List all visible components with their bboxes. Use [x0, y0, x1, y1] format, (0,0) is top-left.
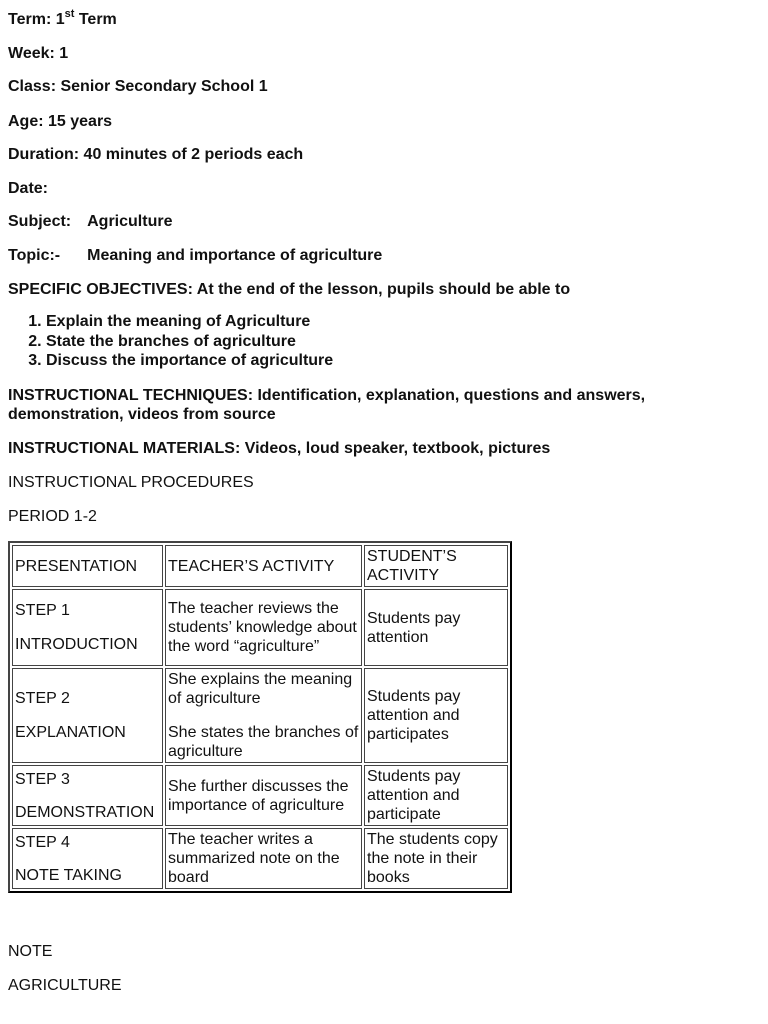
objective-item: 3. Discuss the importance of agriculture [46, 351, 333, 371]
table-row [12, 589, 508, 666]
objective-item: 2. State the branches of agriculture [46, 332, 333, 352]
step-number: STEP 1 [15, 602, 70, 619]
step-stage: NOTE TAKING [15, 866, 122, 884]
header-student-activity: STUDENT’S ACTIVITY [364, 545, 508, 587]
teacher-activity-text: She states the branches of agriculture [168, 724, 359, 760]
step-number: STEP 2 [15, 690, 70, 707]
term-line [8, 10, 117, 30]
topic-line [8, 246, 382, 266]
step-stage: DEMONSTRATION [15, 803, 155, 821]
objectives-heading: SPECIFIC OBJECTIVES: At the end of the lesson, pupils should be able to [8, 281, 571, 298]
step-cell [12, 668, 163, 763]
table-header-row [12, 545, 508, 587]
note-topic: AGRICULTURE [8, 977, 122, 994]
term-superscript: st [64, 8, 75, 20]
teacher-activity-cell [165, 828, 362, 889]
student-activity-cell: Students pay attention [364, 589, 508, 666]
teacher-activity-cell [165, 589, 362, 666]
step-stage: EXPLANATION [15, 724, 126, 741]
subject-value: Agriculture [87, 213, 173, 230]
subject-line [8, 212, 172, 232]
step-cell [12, 828, 163, 889]
step-number: STEP 4 [15, 833, 70, 851]
instructional-techniques: INSTRUCTIONAL TECHNIQUES: Identification, explanation, questions and answers, demonstration, videos from source [8, 387, 646, 423]
teacher-activity-text: The teacher reviews the students’ knowledge about the word “agriculture” [168, 600, 357, 655]
duration-line: Duration: 40 minutes of 2 periods each [8, 146, 304, 163]
teacher-activity-text: She further discusses the importance of agriculture [168, 777, 349, 814]
procedures-table [8, 541, 512, 893]
table-row [12, 668, 508, 763]
objective-item: 1. Explain the meaning of Agriculture [46, 312, 333, 332]
table-row [12, 765, 508, 826]
header-presentation: PRESENTATION [12, 545, 163, 587]
subject-label: Subject: [8, 213, 72, 230]
date-line: Date: [8, 180, 49, 197]
instructional-materials: INSTRUCTIONAL MATERIALS: Videos, loud speaker, textbook, pictures [8, 440, 551, 457]
class-line: Class: Senior Secondary School 1 [8, 78, 268, 95]
week-line: Week: 1 [8, 45, 69, 62]
step-stage: INTRODUCTION [15, 636, 138, 653]
step-number: STEP 3 [15, 770, 70, 788]
student-activity-cell: Students pay attention and participates [364, 668, 508, 763]
age-line: Age: 15 years [8, 113, 113, 130]
step-cell [12, 765, 163, 826]
step-cell [12, 589, 163, 666]
teacher-activity-cell [165, 668, 362, 763]
period-label: PERIOD 1-2 [8, 508, 97, 525]
teacher-activity-text: She explains the meaning of agriculture [168, 671, 353, 707]
topic-label: Topic:- [8, 247, 61, 264]
student-activity-cell: Students pay attention and participate [364, 765, 508, 826]
procedures-heading: INSTRUCTIONAL PROCEDURES [8, 474, 254, 491]
term-suffix: Term [74, 11, 117, 28]
student-activity-cell: The students copy the note in their books [364, 828, 508, 889]
teacher-activity-cell [165, 765, 362, 826]
teacher-activity-text: The teacher writes a summarized note on the board [168, 831, 340, 886]
topic-value: Meaning and importance of agriculture [87, 247, 383, 264]
note-heading: NOTE [8, 943, 53, 960]
header-teacher-activity: TEACHER’S ACTIVITY [165, 545, 362, 587]
objectives-list [8, 312, 333, 371]
term-label: Term: 1 [8, 11, 65, 28]
table-row [12, 828, 508, 889]
